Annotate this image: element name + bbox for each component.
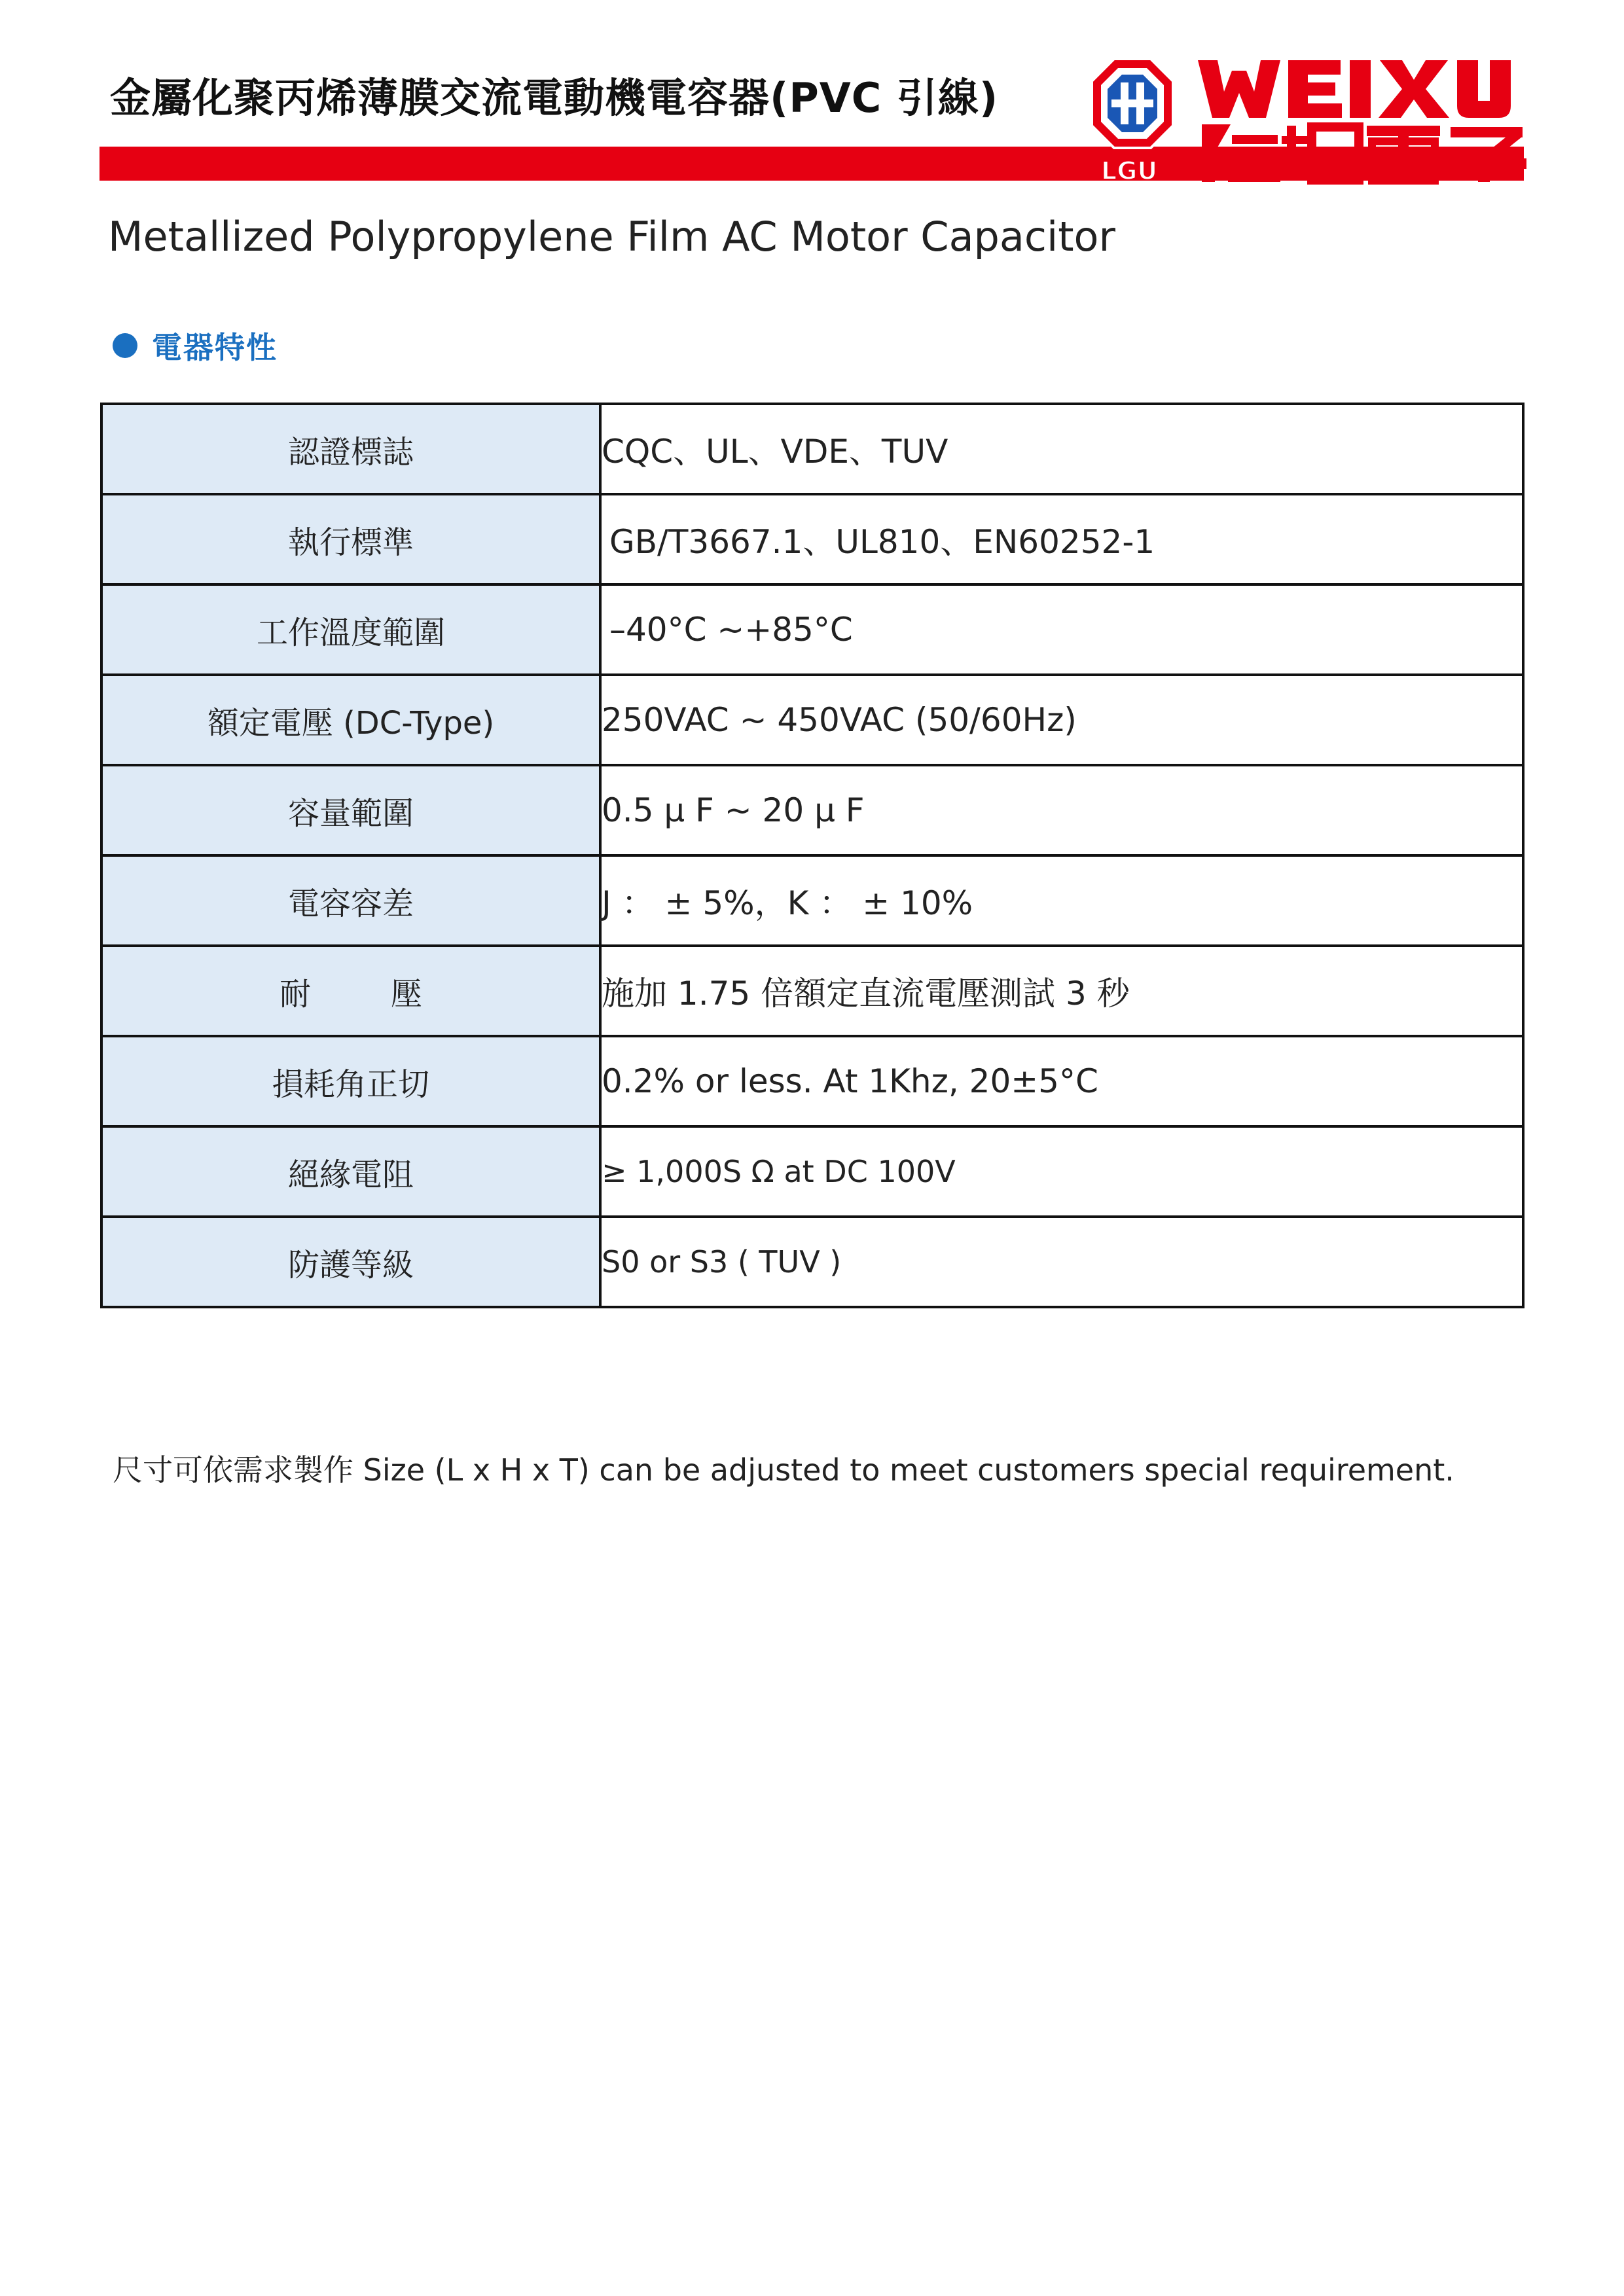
table-row — [101, 584, 1523, 675]
spec-value: 0.2% or less. At 1Khz, 20±5°C — [600, 1036, 1523, 1126]
spec-label: 耐 壓 — [101, 946, 600, 1036]
table-row — [101, 404, 1523, 494]
footnote: 尺寸可依需求製作 Size (L x H x T) can be adjusted to meet customers special requirement. — [113, 1452, 1454, 1488]
spec-value: ≥ 1,000S Ω at DC 100V — [600, 1126, 1523, 1217]
document-title: 金屬化聚丙烯薄膜交流電動機電容器(PVC 引線) — [110, 74, 999, 122]
emblem-icon — [1092, 59, 1173, 148]
table-row — [101, 1126, 1523, 1217]
document-subtitle: Metallized Polypropylene Film AC Motor Capacitor — [108, 213, 1115, 260]
table-row — [101, 855, 1523, 946]
weixu-wordmark — [1198, 60, 1511, 118]
table-row — [101, 675, 1523, 765]
table-row — [101, 494, 1523, 584]
emblem-text: LGU — [1101, 156, 1158, 185]
table-row — [101, 1217, 1523, 1307]
spec-label: 電容容差 — [101, 855, 600, 946]
chinese-brand-lettering — [1202, 124, 1526, 182]
spec-value: CQC、UL、VDE、TUV — [600, 404, 1523, 494]
spec-value: S0 or S3 ( TUV ) — [600, 1217, 1523, 1307]
spec-label: 執行標準 — [101, 494, 600, 584]
spec-label: 絕緣電阻 — [101, 1126, 600, 1217]
table-row — [101, 946, 1523, 1036]
spec-value: 施加 1.75 倍額定直流電壓測試 3 秒 — [600, 946, 1523, 1036]
spec-label: 額定電壓 (DC-Type) — [101, 675, 600, 765]
spec-label: 容量範圍 — [101, 765, 600, 855]
table-row — [101, 765, 1523, 855]
spec-table — [100, 403, 1525, 1308]
spec-value: J ： ± 5%，K ： ± 10% — [600, 855, 1523, 946]
spec-value: GB/T3667.1、UL810、EN60252-1 — [600, 494, 1523, 584]
spec-label: 工作溫度範圍 — [101, 584, 600, 675]
spec-label: 認證標誌 — [101, 404, 600, 494]
section-label: 電器特性 — [152, 330, 278, 365]
section-heading — [113, 326, 278, 365]
spec-value: –40°C ~+85°C — [600, 584, 1523, 675]
spec-value: 250VAC ~ 450VAC (50/60Hz) — [600, 675, 1523, 765]
table-row — [101, 1036, 1523, 1126]
bullet-icon — [113, 333, 137, 358]
spec-label: 防護等級 — [101, 1217, 600, 1307]
spec-label: 損耗角正切 — [101, 1036, 600, 1126]
weixu-logo — [1087, 54, 1532, 185]
spec-value: 0.5 μ F ~ 20 μ F — [600, 765, 1523, 855]
